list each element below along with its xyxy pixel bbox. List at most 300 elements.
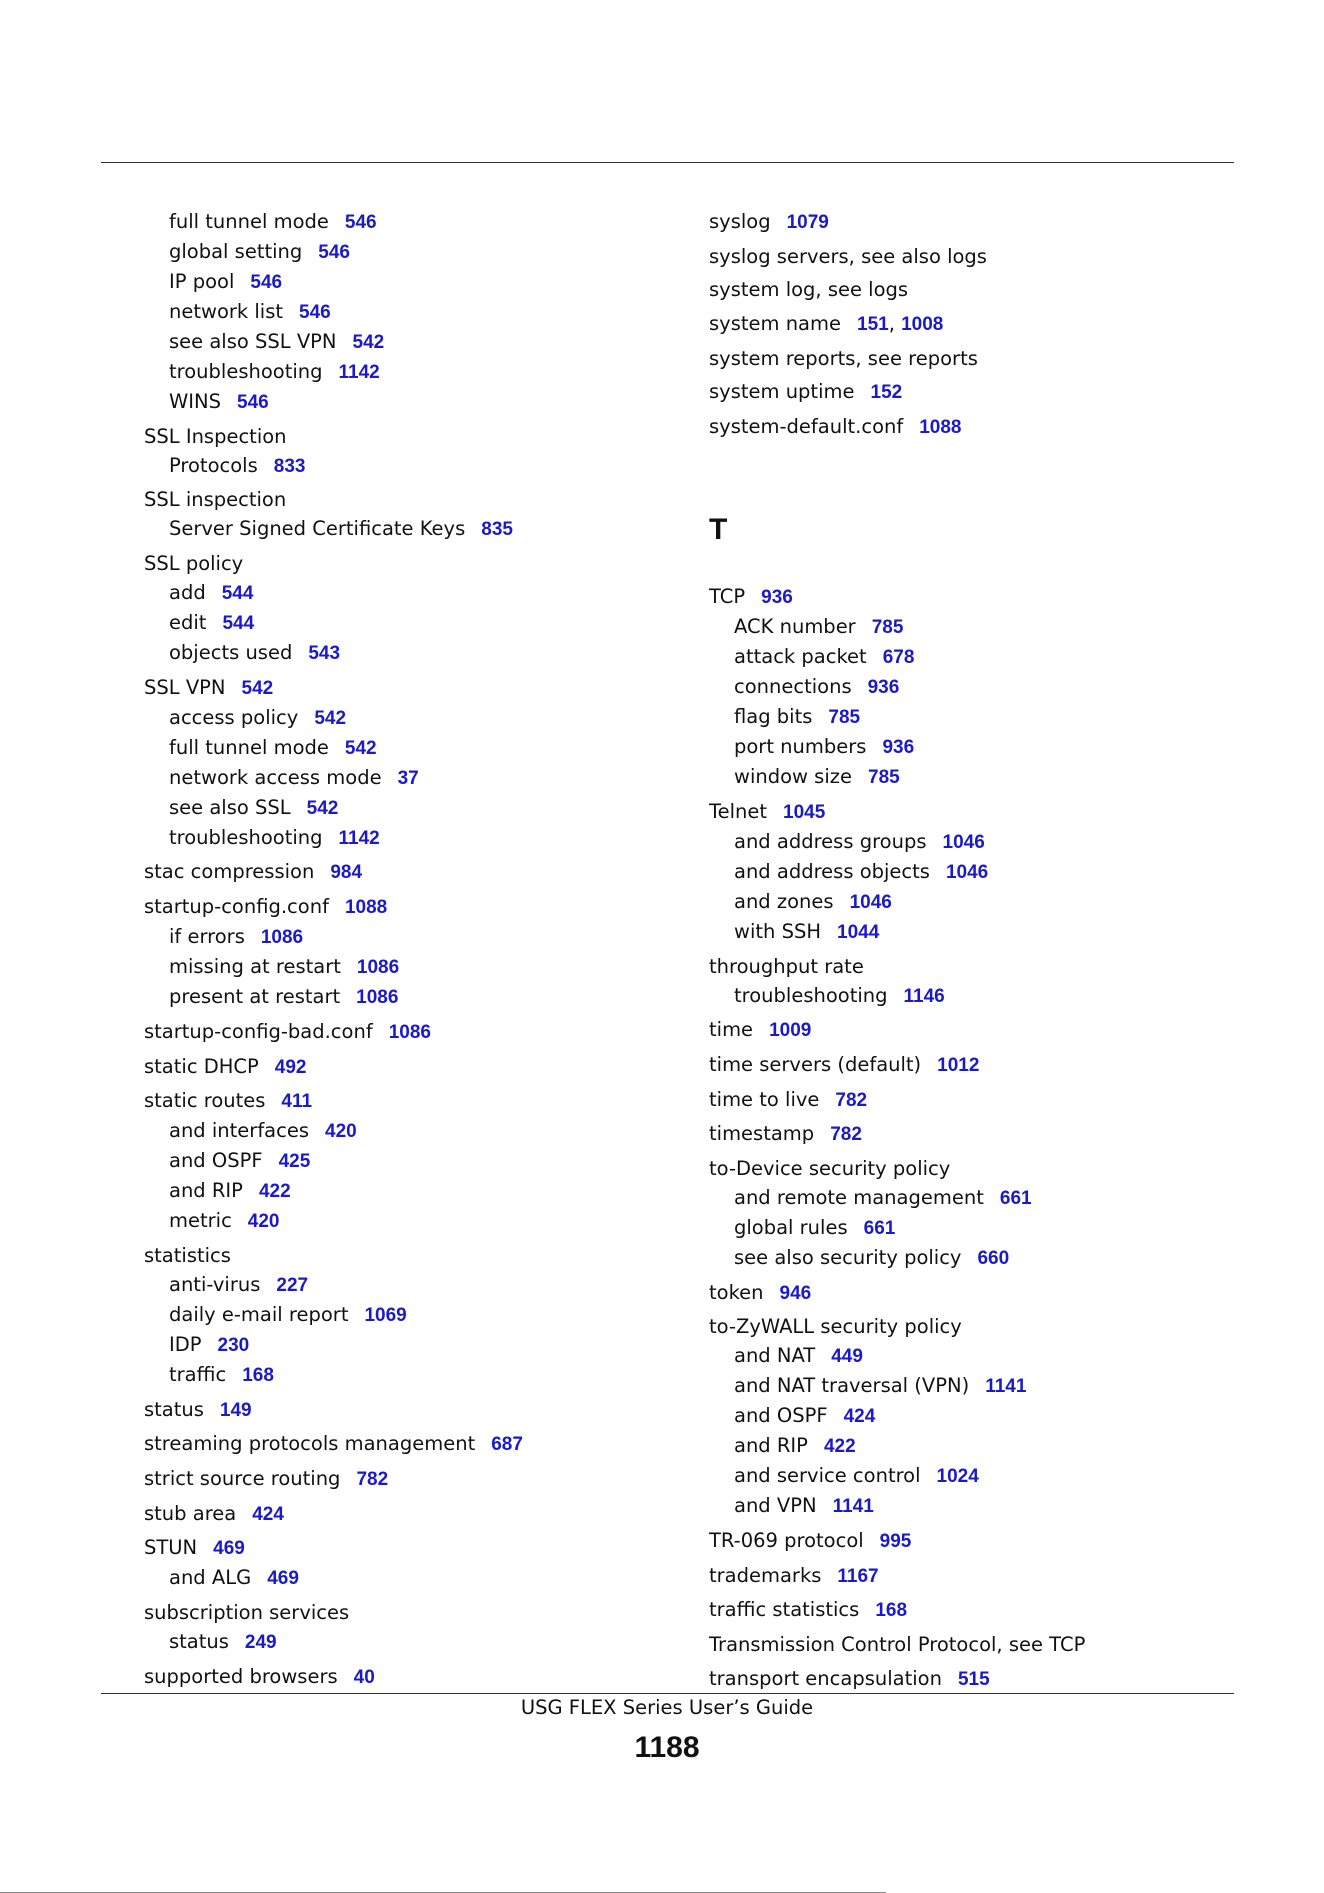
- index-term: to-Device security policy: [709, 1156, 951, 1180]
- page-references: [281, 1089, 312, 1112]
- index-term: Telnet: [709, 799, 768, 823]
- page-references: [937, 1053, 979, 1076]
- page-references: [769, 1018, 811, 1041]
- page-references: [314, 706, 346, 729]
- page-references: [850, 890, 892, 913]
- index-term: time: [709, 1018, 754, 1042]
- page-references: [354, 1665, 375, 1688]
- index-subentry: [709, 642, 1269, 672]
- index-entry: [144, 1662, 684, 1692]
- index-term: supported browsers: [144, 1664, 338, 1688]
- index-term: status: [169, 1630, 229, 1653]
- page-link[interactable]: 420: [247, 1211, 280, 1233]
- page-references: [218, 1333, 250, 1356]
- index-term: WINS: [169, 390, 221, 413]
- index-subentry: [709, 672, 1269, 702]
- index-term: traffic: [169, 1362, 227, 1386]
- index-term: objects used: [169, 641, 293, 665]
- page-link[interactable]: 425: [278, 1151, 311, 1173]
- index-subentry: [144, 703, 684, 733]
- index-entry: [709, 1154, 1269, 1183]
- page-link[interactable]: 936: [761, 587, 793, 609]
- index-term: system-default.conf: [709, 415, 904, 439]
- index-term: connections: [734, 675, 852, 699]
- index-entry: [709, 1278, 1269, 1308]
- page-link[interactable]: 411: [281, 1091, 313, 1113]
- page-link[interactable]: 469: [267, 1568, 299, 1590]
- page-references: [389, 1020, 431, 1043]
- page-link[interactable]: 1167: [837, 1565, 879, 1587]
- page-references: [345, 736, 377, 759]
- page-references: [357, 955, 399, 978]
- index-subentry: [144, 1627, 684, 1657]
- index-term: network list: [169, 300, 284, 323]
- index-term: system uptime: [709, 380, 855, 404]
- page-references: [345, 210, 377, 233]
- page-references: [875, 1598, 907, 1621]
- page-link[interactable]: 37: [397, 767, 419, 789]
- index-entry: [144, 1017, 684, 1047]
- page-link[interactable]: 782: [356, 1468, 389, 1490]
- guide-title: USG FLEX Series User’s Guide: [520, 1696, 814, 1719]
- page-link[interactable]: 542: [306, 797, 339, 819]
- page-link[interactable]: 1141: [985, 1376, 1027, 1398]
- index-term: timestamp: [709, 1122, 815, 1146]
- index-entry: [709, 1595, 1269, 1625]
- page-link[interactable]: 149: [219, 1399, 252, 1421]
- index-term: and zones: [734, 889, 834, 913]
- page-link[interactable]: 1044: [837, 921, 880, 943]
- index-subentry: [709, 1243, 1269, 1273]
- index-term: stac compression: [144, 860, 315, 884]
- index-entry: [709, 1050, 1269, 1080]
- page-link[interactable]: 661: [863, 1217, 896, 1239]
- page-link[interactable]: 544: [221, 583, 254, 605]
- index-term: network access mode: [169, 765, 382, 789]
- page-number: 1188: [634, 1731, 700, 1764]
- index-term: port numbers: [734, 735, 867, 759]
- page-link[interactable]: 1142: [338, 827, 380, 849]
- index-entry: [144, 1429, 684, 1459]
- index-subentry: [144, 638, 684, 668]
- page-link[interactable]: 1046: [945, 861, 989, 883]
- page-link[interactable]: 1086: [356, 957, 400, 979]
- page-references: [245, 1630, 277, 1653]
- index-term: see also SSL: [169, 795, 291, 819]
- page-link[interactable]: 1142: [338, 362, 380, 383]
- index-term: add: [169, 581, 206, 605]
- index-term: TCP: [709, 585, 746, 609]
- index-term: full tunnel mode: [169, 210, 329, 233]
- page-references: [864, 1216, 896, 1239]
- index-entry: [144, 1464, 684, 1494]
- page-references: [824, 1434, 856, 1457]
- page-link[interactable]: 469: [213, 1538, 245, 1560]
- index-entry: [709, 207, 1269, 237]
- page-references: [222, 581, 254, 604]
- page-link[interactable]: 1086: [388, 1021, 431, 1043]
- page-references: [339, 826, 380, 849]
- page-references: [943, 830, 985, 853]
- index-term: and NAT traversal (VPN): [734, 1374, 970, 1398]
- index-term: startup-config.conf: [144, 895, 329, 919]
- index-subentry: [709, 1341, 1269, 1371]
- index-term: and RIP: [169, 1179, 243, 1203]
- page-link[interactable]: 542: [314, 707, 347, 729]
- index-subentry: [144, 952, 684, 982]
- page-link[interactable]: 1024: [936, 1466, 979, 1488]
- index-term: and interfaces: [169, 1119, 310, 1143]
- page-link[interactable]: 1046: [942, 831, 985, 853]
- index-subentry: [709, 762, 1269, 792]
- index-term: traffic statistics: [709, 1598, 860, 1622]
- index-entry: [709, 377, 1269, 407]
- index-subentry: [709, 612, 1269, 642]
- index-term: SSL VPN: [144, 675, 226, 699]
- page-references: [882, 735, 914, 758]
- index-term: static routes: [144, 1089, 266, 1113]
- index-term: and remote management: [734, 1185, 984, 1209]
- page-link[interactable]: 424: [843, 1406, 876, 1428]
- index-entry: [144, 422, 684, 451]
- page-link[interactable]: 678: [882, 647, 915, 669]
- header-rule: [101, 162, 1234, 163]
- page-link[interactable]: 782: [830, 1124, 862, 1146]
- page-references: [904, 984, 945, 1007]
- index-entry: [144, 1241, 684, 1270]
- page-link[interactable]: 449: [831, 1346, 863, 1368]
- index-term: troubleshooting: [169, 825, 323, 849]
- index-term: syslog: [709, 210, 771, 233]
- index-term: Transmission Control Protocol, see TCP: [709, 1633, 1086, 1657]
- page-link[interactable]: 936: [867, 677, 900, 699]
- index-term: IDP: [169, 1332, 202, 1356]
- page-references: [868, 675, 900, 698]
- page-link[interactable]: 151: [857, 314, 889, 336]
- page-link[interactable]: 249: [244, 1632, 277, 1653]
- index-entry: [709, 952, 1269, 981]
- page-link[interactable]: 546: [237, 392, 269, 413]
- page-link[interactable]: 661: [999, 1187, 1032, 1209]
- index-entry: [709, 1312, 1269, 1341]
- index-entry: [709, 242, 1269, 271]
- page-references: [837, 1564, 878, 1587]
- index-subentry: [144, 763, 684, 793]
- page-link[interactable]: 785: [871, 617, 904, 639]
- page-references: [222, 611, 254, 634]
- index-subentry: [144, 793, 684, 823]
- index-term: SSL Inspection: [144, 424, 287, 448]
- page-references: [308, 641, 340, 664]
- index-term: daily e-mail report: [169, 1302, 349, 1326]
- index-subentry: [144, 267, 684, 297]
- page-references: [780, 1281, 812, 1304]
- index-term: subscription services: [144, 1601, 350, 1624]
- page-references: [872, 615, 904, 638]
- index-term: STUN: [144, 1536, 198, 1560]
- index-entry: [709, 1561, 1269, 1591]
- page-references: [345, 895, 387, 918]
- page-link[interactable]: 1008: [901, 314, 944, 336]
- page-link[interactable]: 544: [222, 613, 255, 635]
- page-link[interactable]: 1009: [769, 1020, 812, 1042]
- section-letter: T: [709, 513, 728, 547]
- page-references: [299, 300, 331, 323]
- index-term: system name: [709, 312, 841, 336]
- page-link[interactable]: 1086: [356, 987, 399, 1009]
- page-link[interactable]: 1079: [786, 212, 829, 233]
- index-entry: [144, 673, 684, 703]
- page-references: [985, 1374, 1026, 1397]
- index-term: system reports, see reports: [709, 346, 978, 370]
- page-references: [242, 1363, 274, 1386]
- page-link[interactable]: 168: [875, 1600, 908, 1622]
- index-term: troubleshooting: [169, 360, 323, 383]
- index-subentry: [709, 1431, 1269, 1461]
- page-link[interactable]: 835: [481, 519, 513, 541]
- page-link[interactable]: 546: [318, 242, 350, 263]
- index-term: statistics: [144, 1243, 231, 1267]
- index-subentry: [709, 1491, 1269, 1521]
- index-subentry: [144, 1116, 684, 1146]
- index-subentry: [144, 578, 684, 608]
- index-subentry: [709, 827, 1269, 857]
- page-link[interactable]: 424: [252, 1503, 284, 1525]
- page-references: [242, 676, 274, 699]
- page-references: [835, 1088, 867, 1111]
- index-term: with SSH: [734, 919, 821, 943]
- index-term: window size: [734, 765, 852, 789]
- index-term: access policy: [169, 705, 299, 729]
- page-link[interactable]: 660: [977, 1247, 1010, 1269]
- index-group-t: [709, 582, 1269, 1694]
- page-link[interactable]: 492: [274, 1056, 307, 1078]
- page-link[interactable]: 1141: [832, 1496, 874, 1518]
- index-term: missing at restart: [169, 955, 341, 979]
- page-link[interactable]: 785: [868, 767, 900, 789]
- page-references: [919, 415, 961, 438]
- index-entry: [144, 1598, 684, 1627]
- index-term: global setting: [169, 240, 303, 263]
- index-entry: [709, 1085, 1269, 1115]
- page-link[interactable]: 936: [882, 737, 915, 759]
- index-term: and RIP: [734, 1434, 808, 1458]
- page-references: [318, 240, 350, 263]
- index-term: metric: [169, 1209, 232, 1233]
- index-entry: [709, 1526, 1269, 1556]
- index-entry: [709, 275, 1269, 304]
- page-link[interactable]: 230: [217, 1334, 250, 1356]
- page-link[interactable]: 1088: [344, 897, 388, 919]
- index-term: system log, see logs: [709, 278, 909, 302]
- index-term: to-ZyWALL security policy: [709, 1315, 962, 1339]
- page-link[interactable]: 1069: [364, 1304, 407, 1326]
- page-references: [831, 1344, 863, 1367]
- page-references: [481, 517, 513, 540]
- index-entry: [709, 344, 1269, 373]
- index-subentry: [144, 1563, 684, 1593]
- index-term: token: [709, 1280, 764, 1304]
- index-term: strict source routing: [144, 1466, 341, 1490]
- index-subentry: [144, 1206, 684, 1236]
- page-link[interactable]: 833: [273, 455, 306, 477]
- index-subentry: [144, 514, 684, 544]
- index-subentry: [709, 732, 1269, 762]
- index-term: and VPN: [734, 1494, 817, 1518]
- index-group-s-continued: [709, 207, 1269, 442]
- index-subentry: [144, 733, 684, 763]
- page-link[interactable]: 785: [828, 707, 861, 729]
- page-references: 151, 1008: [857, 312, 944, 336]
- index-subentry: [144, 1270, 684, 1300]
- page-references: [307, 796, 339, 819]
- page-references: [339, 360, 380, 383]
- index-term: status: [144, 1397, 204, 1421]
- index-entry: [144, 1086, 684, 1116]
- page-link[interactable]: 420: [325, 1121, 357, 1143]
- page-references: [1000, 1186, 1032, 1209]
- page-references: [364, 1303, 406, 1326]
- page-link[interactable]: 1012: [937, 1054, 980, 1076]
- index-term: anti-virus: [169, 1272, 261, 1296]
- page-references: [787, 210, 829, 233]
- index-entry: [144, 549, 684, 578]
- page-link[interactable]: 1046: [849, 891, 892, 913]
- page-link[interactable]: 227: [276, 1274, 309, 1296]
- index-subentry: [144, 1176, 684, 1206]
- index-entry: [144, 892, 684, 922]
- index-subentry: [709, 981, 1269, 1011]
- index-subentry: [709, 702, 1269, 732]
- index-subentry: [709, 887, 1269, 917]
- index-term: attack packet: [734, 645, 867, 669]
- page-link[interactable]: 542: [241, 677, 274, 699]
- page-references: [252, 1502, 284, 1525]
- index-term: syslog servers, see also logs: [709, 244, 987, 268]
- page-link[interactable]: 782: [835, 1089, 868, 1111]
- index-term: Protocols: [169, 453, 258, 477]
- page-link[interactable]: 422: [258, 1181, 291, 1203]
- index-subentry: [144, 1360, 684, 1390]
- index-subentry: [709, 1213, 1269, 1243]
- page-link[interactable]: 946: [779, 1282, 812, 1304]
- page-link[interactable]: 1088: [919, 417, 962, 439]
- page-references: [274, 454, 306, 477]
- page-references: [356, 1467, 388, 1490]
- page-references: [761, 585, 793, 608]
- page-link[interactable]: 40: [353, 1666, 375, 1688]
- index-term: trademarks: [709, 1563, 822, 1587]
- index-term: SSL policy: [144, 552, 244, 576]
- page-references: [868, 765, 900, 788]
- index-entry: [709, 1630, 1269, 1659]
- index-subentry: [144, 451, 684, 481]
- index-subentry: [144, 237, 684, 267]
- page-references: [250, 270, 282, 293]
- page-link[interactable]: 984: [330, 862, 363, 884]
- page-references: [275, 1055, 307, 1078]
- index-term: troubleshooting: [734, 983, 888, 1007]
- index-entry: [709, 412, 1269, 442]
- index-term: and OSPF: [734, 1404, 828, 1428]
- index-entry: [709, 309, 1269, 339]
- index-term: time servers (default): [709, 1052, 922, 1076]
- index-term: startup-config-bad.conf: [144, 1019, 373, 1043]
- page-references: [237, 390, 269, 413]
- index-term: ACK number: [734, 615, 856, 639]
- page-link[interactable]: 515: [957, 1668, 990, 1690]
- page-references: [261, 925, 303, 948]
- index-entry: [709, 582, 1269, 612]
- page-link[interactable]: 168: [242, 1364, 274, 1386]
- page-references: [491, 1432, 523, 1455]
- page-references: [325, 1119, 357, 1142]
- index-subentry: [144, 823, 684, 853]
- page-references: [398, 766, 419, 789]
- index-subentry: [709, 857, 1269, 887]
- page-references: [946, 860, 988, 883]
- index-term: and address objects: [734, 859, 930, 883]
- index-subentry: [709, 1371, 1269, 1401]
- page-link[interactable]: 152: [870, 382, 903, 404]
- index-term: Server Signed Certificate Keys: [169, 517, 466, 541]
- index-term: present at restart: [169, 985, 341, 1009]
- page-link[interactable]: 687: [491, 1434, 523, 1456]
- index-subentry: [144, 982, 684, 1012]
- index-entry: [709, 1119, 1269, 1149]
- page-references: [259, 1179, 291, 1202]
- page-link[interactable]: 546: [299, 302, 331, 323]
- index-entry: [709, 797, 1269, 827]
- page-references: [977, 1246, 1009, 1269]
- page-link[interactable]: 1146: [903, 985, 945, 1007]
- index-term: TR-069 protocol: [709, 1529, 864, 1552]
- index-subentry: [144, 297, 684, 327]
- page-link[interactable]: 546: [250, 272, 283, 293]
- index-term: transport encapsulation: [709, 1666, 942, 1690]
- index-term: flag bits: [734, 705, 813, 729]
- page-references: [880, 1529, 912, 1552]
- page-link[interactable]: 543: [308, 643, 341, 665]
- page-references: [837, 920, 879, 943]
- page-link[interactable]: 546: [344, 212, 377, 233]
- page-link[interactable]: 995: [879, 1531, 912, 1552]
- page-references: [330, 860, 362, 883]
- page-references: [828, 705, 860, 728]
- page-references: [958, 1667, 990, 1690]
- index-entry: [709, 1664, 1269, 1694]
- index-term: see also SSL VPN: [169, 330, 337, 353]
- index-term: IP pool: [169, 270, 235, 293]
- index-entry: [144, 857, 684, 887]
- index-entry: [144, 1533, 684, 1563]
- page-link[interactable]: 542: [344, 737, 377, 759]
- index-term: and ALG: [169, 1566, 252, 1590]
- index-term: stub area: [144, 1501, 237, 1525]
- index-subentry: [144, 207, 684, 237]
- page-link[interactable]: 542: [352, 332, 385, 353]
- page-references: [830, 1122, 862, 1145]
- page-references: [937, 1464, 979, 1487]
- page-link[interactable]: 1086: [260, 927, 304, 949]
- index-term: global rules: [734, 1215, 848, 1239]
- index-term: if errors: [169, 925, 245, 949]
- page-link[interactable]: 422: [823, 1436, 856, 1458]
- index-term: SSL inspection: [144, 488, 287, 512]
- page-references: [356, 985, 398, 1008]
- page-references: [213, 1536, 245, 1559]
- page-link[interactable]: 1045: [783, 801, 826, 823]
